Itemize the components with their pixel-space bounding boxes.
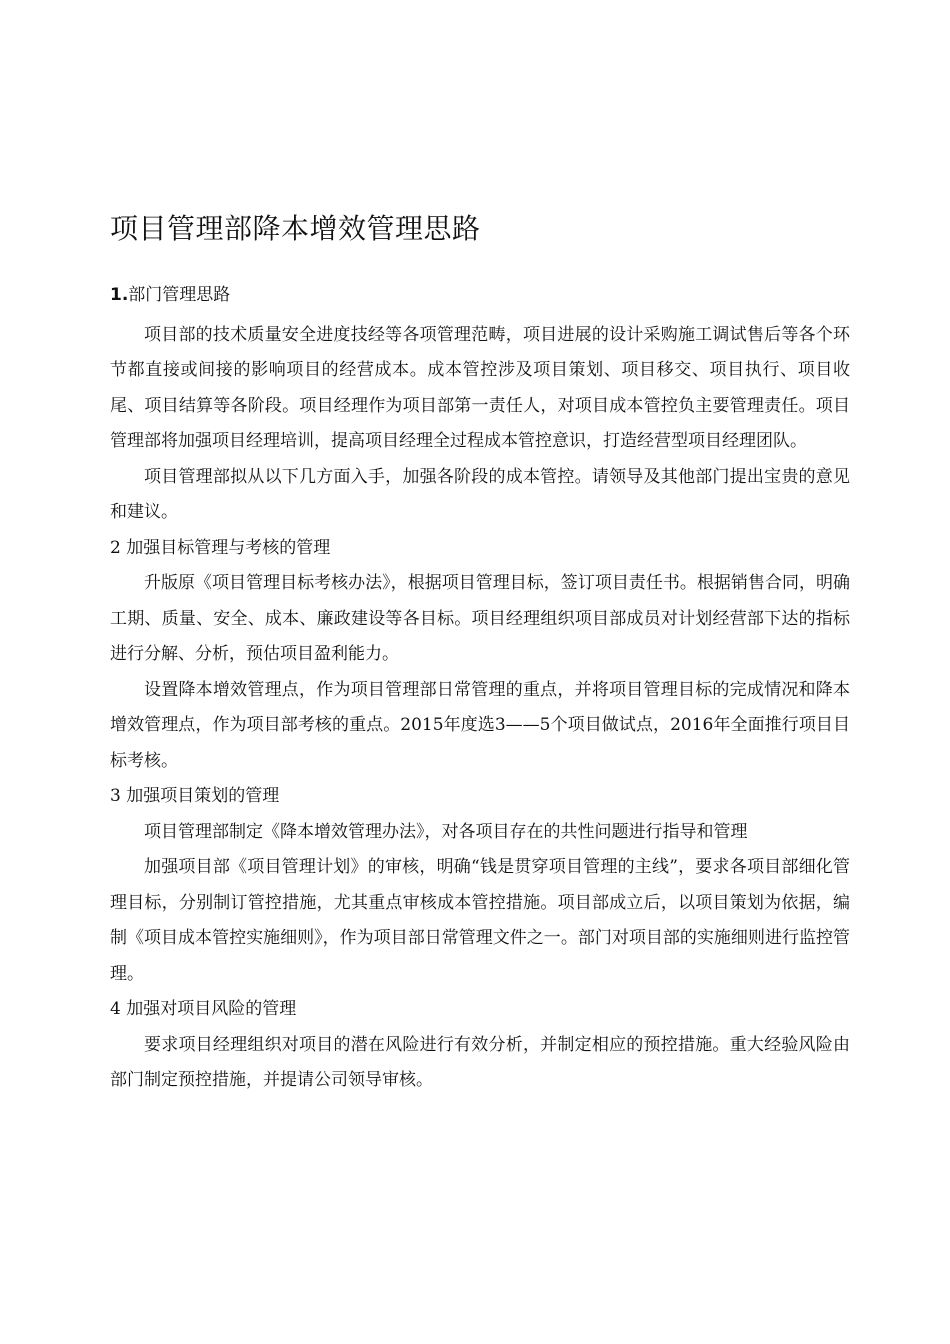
paragraph: 设置降本增效管理点，作为项目管理部日常管理的重点，并将项目管理目标的完成情况和降本增效管理点，作为项目部考核的重点。2015年度选3——5个项目做试点，2016年全面推行项目目标考核。 xyxy=(110,679,850,771)
paragraph: 项目管理部制定《降本增效管理办法》，对各项目存在的共性问题进行指导和管理 xyxy=(144,821,748,842)
paragraph: 升版原《项目管理目标考核办法》，根据项目管理目标，签订项目责任书。根据销售合同，明确工期、质量、安全、成本、廉政建设等各目标。项目经理组织项目部成员对计划经营部下达的指标进行分解、分析，预估项目盈利能力。 xyxy=(110,573,850,664)
section-number: 1. xyxy=(110,285,129,305)
section-heading: 3 加强项目策划的管理 xyxy=(110,786,280,806)
section-4 xyxy=(110,992,850,1099)
section-3 xyxy=(110,779,850,992)
section-heading: 4 加强对项目风险的管理 xyxy=(110,999,297,1019)
document-body xyxy=(110,278,850,1099)
section-2 xyxy=(110,531,850,780)
paragraph: 项目部的技术质量安全进度技经等各项管理范畴，项目进展的设计采购施工调试售后等各个环节都直接或间接的影响项目的经营成本。成本管控涉及项目策划、项目移交、项目执行、项目收尾、项目结算等各阶段。项目经理作为项目部第一责任人，对项目成本管控负主要管理责任。项目管理部将加强项目经理培训，提高项目经理全过程成本管控意识，打造经营型项目经理团队。 xyxy=(110,324,850,451)
document-title: 项目管理部降本增效管理思路 xyxy=(110,212,481,245)
paragraph: 项目管理部拟从以下几方面入手，加强各阶段的成本管控。请领导及其他部门提出宝贵的意见和建议。 xyxy=(110,466,850,522)
section-heading xyxy=(110,278,850,314)
paragraph: 加强项目部《项目管理计划》的审核，明确“钱是贯穿项目管理的主线”，要求各项目部细化管理目标，分别制订管控措施，尤其重点审核成本管控措施。项目部成立后，以项目策划为依据，编制《项目成本管控实施细则》，作为项目部日常管理文件之一。部门对项目部的实施细则进行监控管理。 xyxy=(110,857,850,984)
section-heading-text: 部门管理思路 xyxy=(128,285,231,305)
paragraph: 要求项目经理组织对项目的潜在风险进行有效分析，并制定相应的预控措施。重大经验风险由部门制定预控措施，并提请公司领导审核。 xyxy=(110,1034,850,1090)
section-1 xyxy=(110,278,850,531)
section-heading: 2 加强目标管理与考核的管理 xyxy=(110,537,331,558)
